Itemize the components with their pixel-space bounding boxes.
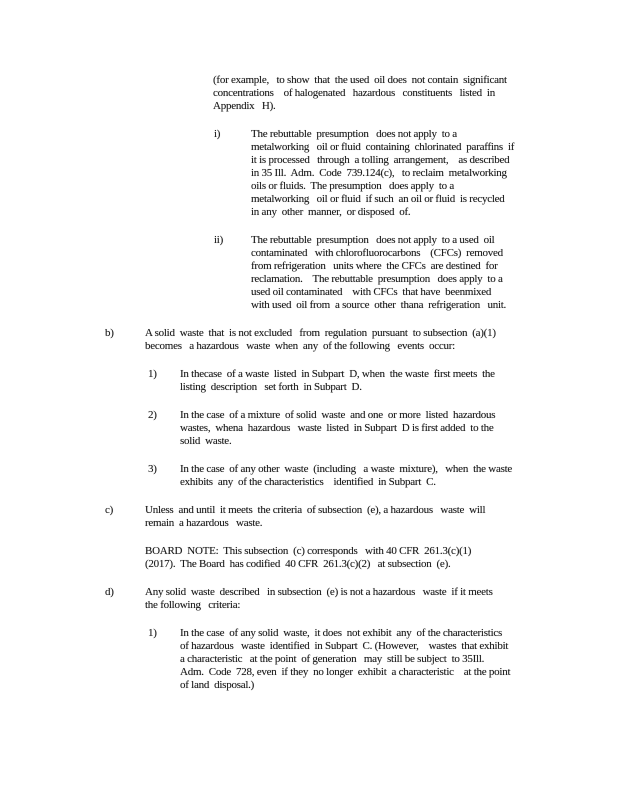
text-line: it is processed through a tolling arrangement, as described [251,154,510,166]
paragraph-lines [251,128,544,219]
text-line: The rebuttable presumption does not apply to a [251,128,457,140]
text-line: wastes, whena hazardous waste listed in Subpart D is first added to the [180,422,494,434]
paragraph-lines [145,504,543,530]
paragraph-lines [213,74,543,113]
text-line: In the case of a mixture of solid waste and one or more listed hazardous [180,409,496,421]
paragraph-lines [145,586,543,612]
text-line: (2017). The Board has codified 40 CFR 261.3(c)(2) at subsection (e). [145,558,451,570]
paragraph-lines [251,234,544,312]
text-line: A solid waste that is not excluded from regulation pursuant to subsection (a)(1) [145,327,496,339]
text-line: solid waste. [180,435,232,447]
text-line: metalworking oil or fluid containing chlorinated paraffins if [251,141,515,153]
text-line: used oil contaminated with CFCs that have beenmixed [251,286,492,298]
paragraph-for-example-continuation [213,74,618,113]
paragraph-lines [145,545,543,571]
text-line: metalworking oil or fluid if such an oil or fluid is recycled [251,193,505,205]
text-line: a characteristic at the point of generation may still be subject to 35Ill. [180,653,485,665]
paragraph-lines [180,627,543,692]
list-item-b [105,327,618,353]
text-line: In the case of any solid waste, it does not exhibit any of the characteristics [180,627,503,639]
list-item-label: ii) [214,234,224,246]
list-item-ii [214,234,618,312]
list-item-b2 [148,409,618,448]
board-note [145,545,618,571]
text-line: in any other manner, or disposed of. [251,206,411,218]
text-line: remain a hazardous waste. [145,517,263,529]
paragraph-lines [180,409,543,448]
text-line: Any solid waste described in subsection (e) is not a hazardous waste if it meets [145,586,493,598]
text-line: in 35 Ill. Adm. Code 739.124(c), to reclaim metalworking [251,167,507,179]
text-line: from refrigeration units where the CFCs are destined for [251,260,498,272]
text-line: concentrations of halogenated hazardous constituents listed in [213,87,495,99]
list-item-label: 1) [148,368,157,380]
list-item-d [105,586,618,612]
list-item-label: 3) [148,463,157,475]
list-item-d1 [148,627,618,692]
text-line: oils or fluids. The presumption does apply to a [251,180,455,192]
text-line: of land disposal.) [180,679,255,691]
list-item-b3 [148,463,618,489]
text-line: listing description set forth in Subpart D. [180,381,362,393]
paragraph-lines [145,327,543,353]
list-item-label: b) [105,327,114,339]
text-line: Appendix H). [213,100,276,112]
text-line: In the case of any other waste (including a waste mixture), when the waste [180,463,513,475]
text-line: of hazardous waste identified in Subpart C. (However, wastes that exhibit [180,640,509,652]
list-item-label: 2) [148,409,157,421]
text-line: exhibits any of the characteristics identified in Subpart C. [180,476,436,488]
text-line: The rebuttable presumption does not apply to a used oil [251,234,495,246]
paragraph-lines [180,368,543,394]
list-item-b1 [148,368,618,394]
text-line: (for example, to show that the used oil does not contain significant [213,74,507,86]
list-item-label: c) [105,504,114,516]
list-item-i [214,128,618,219]
list-item-label: d) [105,586,114,598]
list-item-c [105,504,618,530]
text-line: contaminated with chlorofluorocarbons (CFCs) removed [251,247,503,259]
text-line: becomes a hazardous waste when any of the following events occur: [145,340,455,352]
list-item-label: 1) [148,627,157,639]
text-line: reclamation. The rebuttable presumption does apply to a [251,273,503,285]
text-line: the following criteria: [145,599,241,611]
text-line: with used oil from a source other thana refrigeration unit. [251,299,507,311]
text-line: In thecase of a waste listed in Subpart D, when the waste first meets the [180,368,495,380]
paragraph-lines [180,463,543,489]
text-line: Adm. Code 728, even if they no longer exhibit a characteristic at the point [180,666,511,678]
text-line: BOARD NOTE: This subsection (c) corresponds with 40 CFR 261.3(c)(1) [145,545,472,557]
text-line: Unless and until it meets the criteria of subsection (e), a hazardous waste will [145,504,486,516]
list-item-label: i) [214,128,221,140]
